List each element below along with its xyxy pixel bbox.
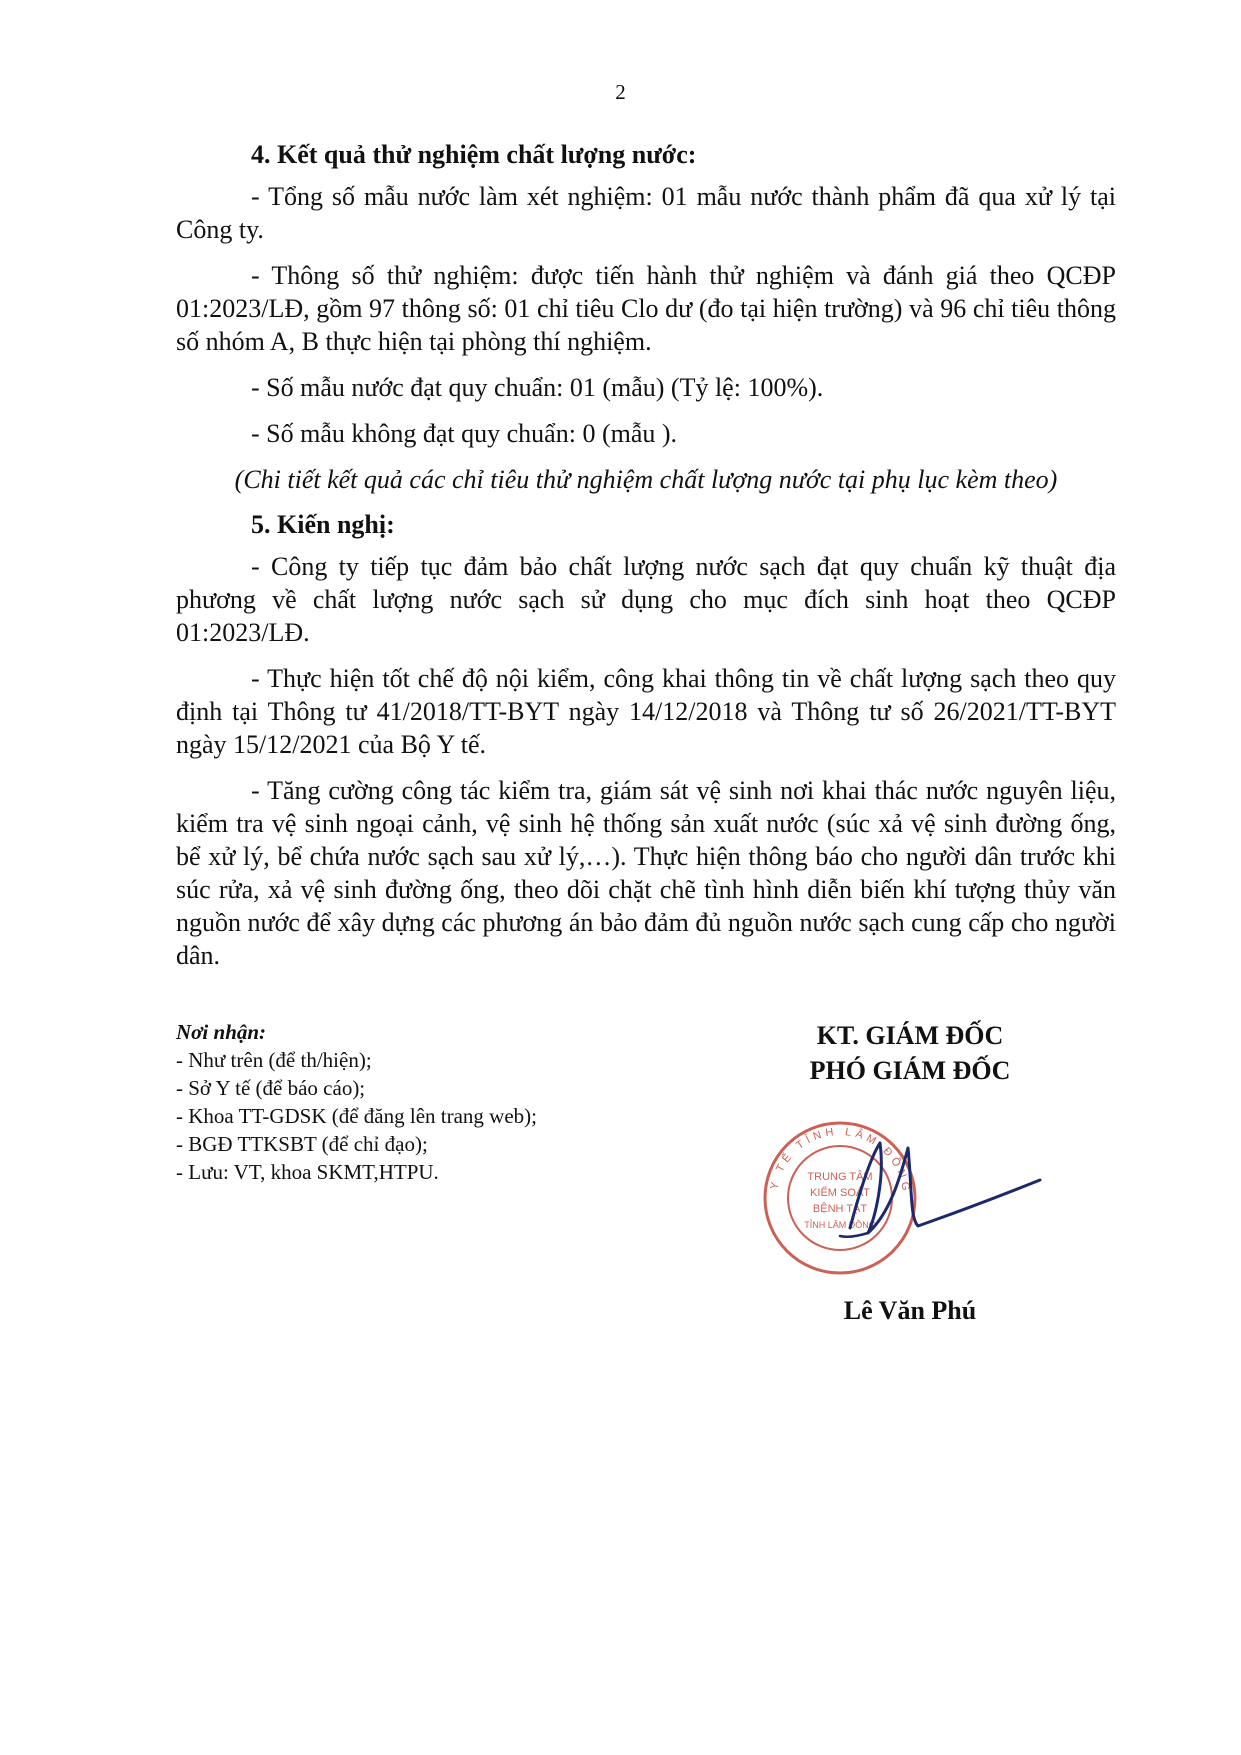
recipients-title: Nơi nhận: xyxy=(176,1020,267,1044)
section-4-paragraph: - Số mẫu không đạt quy chuẩn: 0 (mẫu ). xyxy=(251,419,678,448)
recipient-item: - Như trên (để th/hiện); xyxy=(176,1048,372,1072)
stamp-ring-text: Y TẾ TỈNH LÂM ĐỒNG xyxy=(768,1125,913,1196)
stamp-line: TRUNG TÂM xyxy=(807,1171,873,1183)
recipient-item: - Sở Y tế (để báo cáo); xyxy=(176,1076,366,1100)
appendix-note: (Chi tiết kết quả các chỉ tiêu thử nghiệm chất lượng nước tại phụ lục kèm theo) xyxy=(234,465,1058,494)
recipient-item: - BGĐ TTKSBT (để chỉ đạo); xyxy=(176,1132,428,1156)
signature-title-line-2: PHÓ GIÁM ĐỐC xyxy=(809,1056,1011,1085)
section-4-heading: 4. Kết quả thử nghiệm chất lượng nước: xyxy=(251,140,697,169)
stamp-and-signature xyxy=(740,1088,1080,1288)
stamp-line: KIỂM SOÁT xyxy=(810,1187,870,1199)
signature-block xyxy=(740,1018,1080,1326)
section-4-paragraph: - Tổng số mẫu nước làm xét nghiệm: 01 mẫu nước thành phẩm đã qua xử lý tại Công ty. xyxy=(176,182,1116,244)
recipients-list xyxy=(176,1018,736,1186)
document-body xyxy=(176,138,1116,985)
signature-title-line-1: KT. GIÁM ĐỐC xyxy=(816,1021,1004,1050)
section-5-paragraph: - Công ty tiếp tục đảm bảo chất lượng nước sạch đạt quy chuẩn kỹ thuật địa phương về chất lượng nước sạch sử dụng cho mục đích sinh hoạt theo QCĐP 01:2023/LĐ. xyxy=(176,552,1116,647)
official-stamp-icon xyxy=(740,1088,1080,1288)
section-5-paragraph: - Tăng cường công tác kiểm tra, giám sát vệ sinh nơi khai thác nước nguyên liệu, kiểm tra vệ sinh ngoại cảnh, vệ sinh hệ thống sản xuất nước (súc xả vệ sinh đường ống, bể xử lý, bể chứa nước sạch sau xử lý,…). Thực hiện thông báo cho người dân trước khi súc rửa, xả vệ sinh đường ống, theo dõi chặt chẽ tình hình diễn biến khí tượng thủy văn nguồn nước để xây dựng các phương án bảo đảm đủ nguồn nước sạch cung cấp cho người dân. xyxy=(176,776,1116,970)
section-5-paragraph: - Thực hiện tốt chế độ nội kiểm, công khai thông tin về chất lượng sạch theo quy định tại Thông tư 41/2018/TT-BYT ngày 14/12/2018 và Thông tư số 26/2021/TT-BYT ngày 15/12/2021 của Bộ Y tế. xyxy=(176,664,1116,759)
section-4-paragraph: - Thông số thử nghiệm: được tiến hành thử nghiệm và đánh giá theo QCĐP 01:2023/LĐ, gồm 97 thông số: 01 chỉ tiêu Clo dư (đo tại hiện trường) và 96 chỉ tiêu thông số nhóm A, B thực hiện tại phòng thí nghiệm. xyxy=(176,261,1116,356)
stamp-line: BỆNH TẬT xyxy=(812,1203,868,1215)
recipient-item: - Khoa TT-GDSK (để đăng lên trang web); xyxy=(176,1104,537,1128)
recipient-item: - Lưu: VT, khoa SKMT,HTPU. xyxy=(176,1160,439,1184)
stamp-line: TỈNH LÂM ĐỒNG xyxy=(804,1220,876,1230)
section-5-heading: 5. Kiến nghị: xyxy=(251,510,395,539)
page-number: 2 xyxy=(615,80,626,104)
section-4-paragraph: - Số mẫu nước đạt quy chuẩn: 01 (mẫu) (Tỷ lệ: 100%). xyxy=(251,373,824,402)
signer-name: Lê Văn Phú xyxy=(843,1296,977,1325)
